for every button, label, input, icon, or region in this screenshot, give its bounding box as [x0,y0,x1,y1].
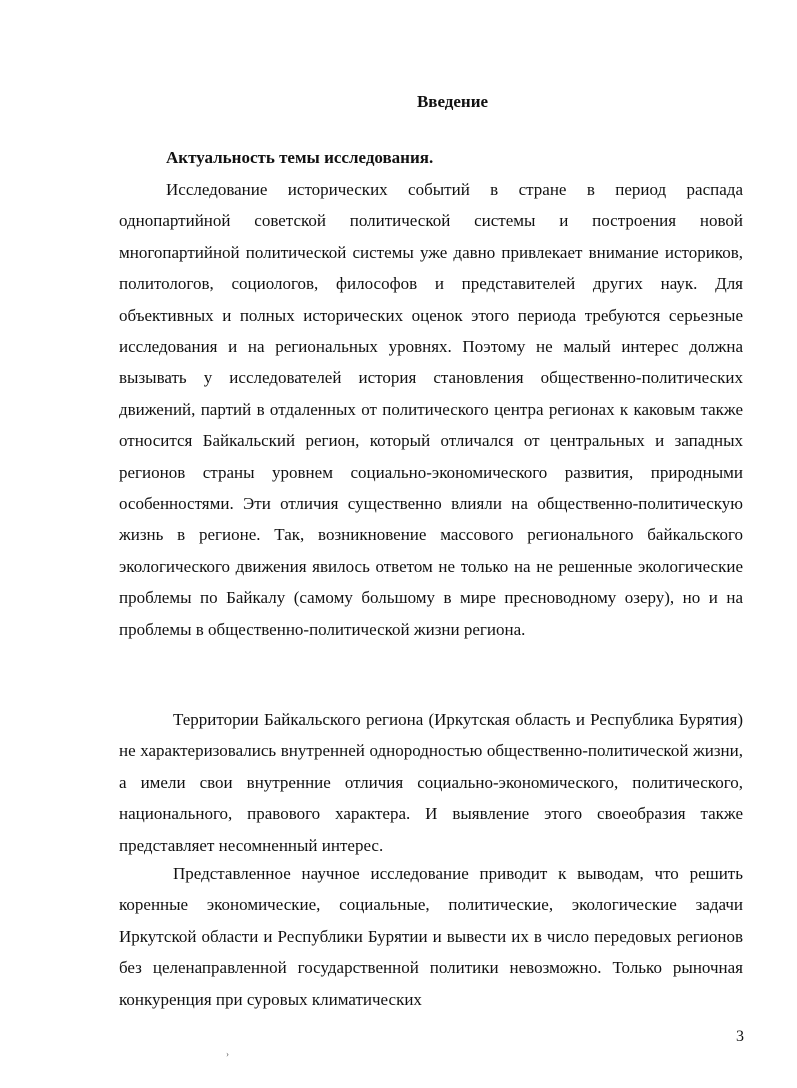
page-title: Введение [416,92,489,111]
paragraph-conclusions: Представленное научное исследование приводит к выводам, что решить коренные экономические, социальные, политические, экологические задачи Иркутской области и Республики Бурятии и вывести их в число передовых регионов без целенаправленной государственной политики невозможно. Только рыночная конкуренция при суровых климатических [119,864,743,1009]
scan-artifact: › [226,1049,229,1059]
section-heading: Актуальность темы исследования. [166,148,434,167]
page-number: 3 [736,1028,744,1045]
paragraph-territories: Территории Байкальского региона (Иркутская область и Республика Бурятия) не характеризовались внутренней однородностью общественно-политической жизни, а имели свои внутренние отличия социально-экономического, политического, национального, правового характера. И выявление этого своеобразия также представляет несомненный интерес. [119,710,743,855]
paragraph-relevance: Исследование исторических событий в стране в период распада однопартийной советской политической системы и построения новой многопартийной политической системы уже давно привлекает внимание историков, политологов, социологов, философов и представителей других наук. Для объективных и полных исторических оценок этого периода требуются серьезные исследования и на региональных уровнях. Поэтому не малый интерес должна вызывать у исследователей история становления общественно-политических движений, партий в отдаленных от политического центра регионах к каковым также относится Байкальский регион, который отличался от центральных и западных регионов страны уровнем социально-экономического развития, природными особенностями. Эти отличия существенно влияли на общественно-политическую жизнь в регионе. Так, возникновение массового регионального байкальского экологического движения явилось ответом не только на не решенные экологические проблемы по Байкалу (самому большому в мире пресноводному озеру), но и на проблемы в общественно-политической жизни региона. [119,180,743,639]
